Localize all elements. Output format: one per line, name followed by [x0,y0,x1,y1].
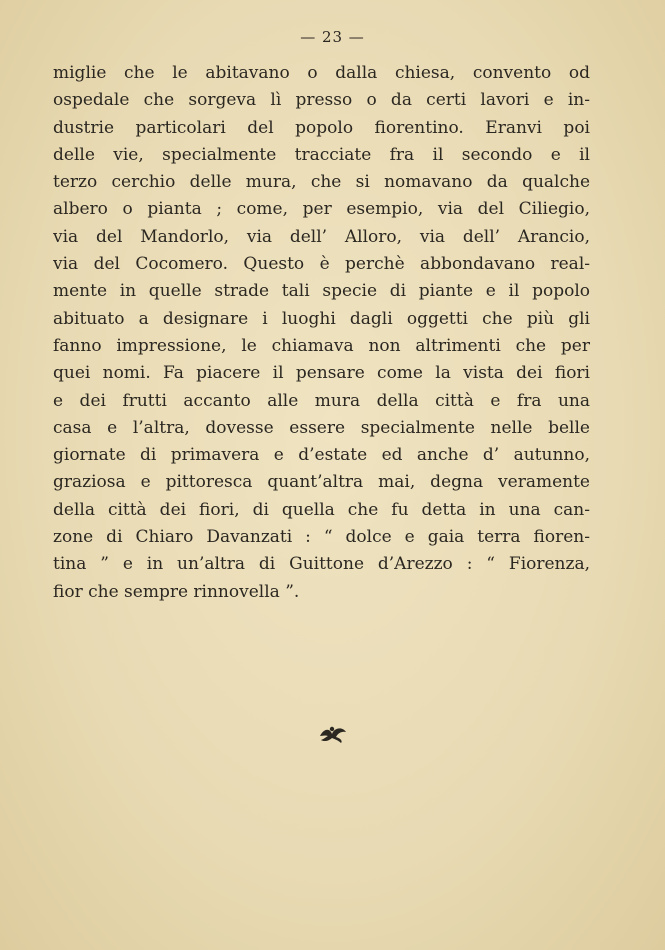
text-line: graziosa e pittoresca quant’altra mai, degna veramente [53,472,590,493]
text-line: quei nomi. Fa piacere il pensare come la vista dei fiori [53,363,590,384]
text-line: casa e l’altra, dovesse essere specialmente nelle belle [53,417,590,438]
text-line: fanno impressione, le chiamava non altrimenti che per [53,335,590,356]
page-number: — 23 — [300,28,365,46]
ornament [0,722,665,749]
text-line: terzo cerchio delle mura, che si nomavano da qualche [53,172,590,193]
text-line: zone di Chiaro Davanzati : “ dolce e gaia terra fioren- [53,527,590,548]
text-line: albero o pianta ; come, per esempio, via del Ciliegio, [53,199,590,220]
text-line: ospedale che sorgeva lì presso o da certi lavori e in- [53,90,590,111]
text-line: via del Cocomero. Questo è perchè abbondavano real- [53,254,590,275]
text-line: delle vie, specialmente tracciate fra il secondo e il [53,144,590,165]
text-line: e dei frutti accanto alle mura della città e fra una [53,390,590,411]
text-line: abituato a designare i luoghi dagli oggetti che più gli [53,308,590,329]
text-line: fior che sempre rinnovella ”. [53,581,300,602]
text-line: tina ” e in un’altra di Guittone d’Arezzo : “ Fiorenza, [53,554,590,575]
text-line: della città dei fiori, di quella che fu detta in una can- [53,499,590,520]
text-line: via del Mandorlo, via dell’ Alloro, via dell’ Arancio, [53,226,590,247]
body-text [53,60,590,606]
text-line: giornate di primavera e d’estate ed anche d’ autunno, [53,445,590,466]
text-line: dustrie particolari del popolo fiorentino. Eranvi poi [53,117,590,138]
text-line: mente in quelle strade tali specie di piante e il popolo [53,281,590,302]
fleuron-icon [316,722,350,744]
text-line: miglie che le abitavano o dalla chiesa, convento od [53,63,590,83]
